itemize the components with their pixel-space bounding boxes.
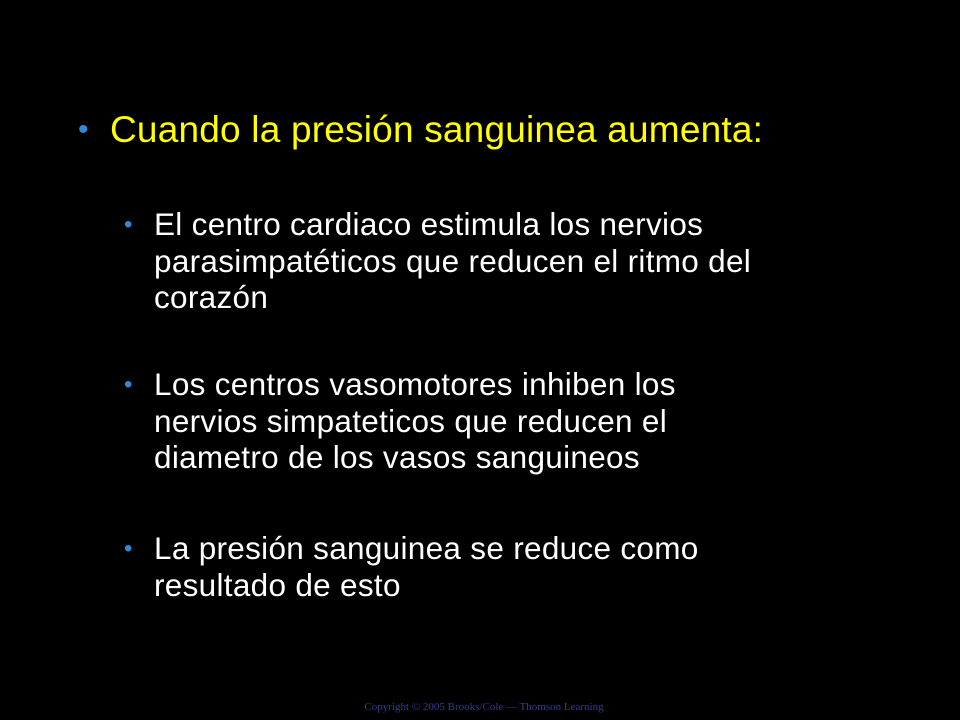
copyright-notice: Copyright © 2005 Brooks/Cole — Thomson Learning	[364, 701, 604, 713]
bullet-icon: •	[78, 113, 89, 146]
slide-heading: Cuando la presión sanguinea aumenta:	[110, 109, 764, 150]
bullet-icon: •	[124, 535, 133, 562]
list-item-text: La presión sanguinea se reduce como resultado de esto	[154, 530, 699, 603]
list-item-text: Los centros vasomotores inhiben los nervios simpateticos que reducen el diametro de los vasos sanguineos	[154, 366, 676, 475]
heading-bullet-row	[78, 106, 938, 154]
list-item	[124, 206, 904, 316]
list-item-text: El centro cardiaco estimula los nervios parasimpatéticos que reducen el ritmo del corazón	[154, 206, 752, 315]
list-item	[124, 366, 904, 476]
bullet-icon: •	[124, 371, 133, 398]
list-item	[124, 530, 904, 603]
bullet-icon: •	[124, 211, 133, 238]
